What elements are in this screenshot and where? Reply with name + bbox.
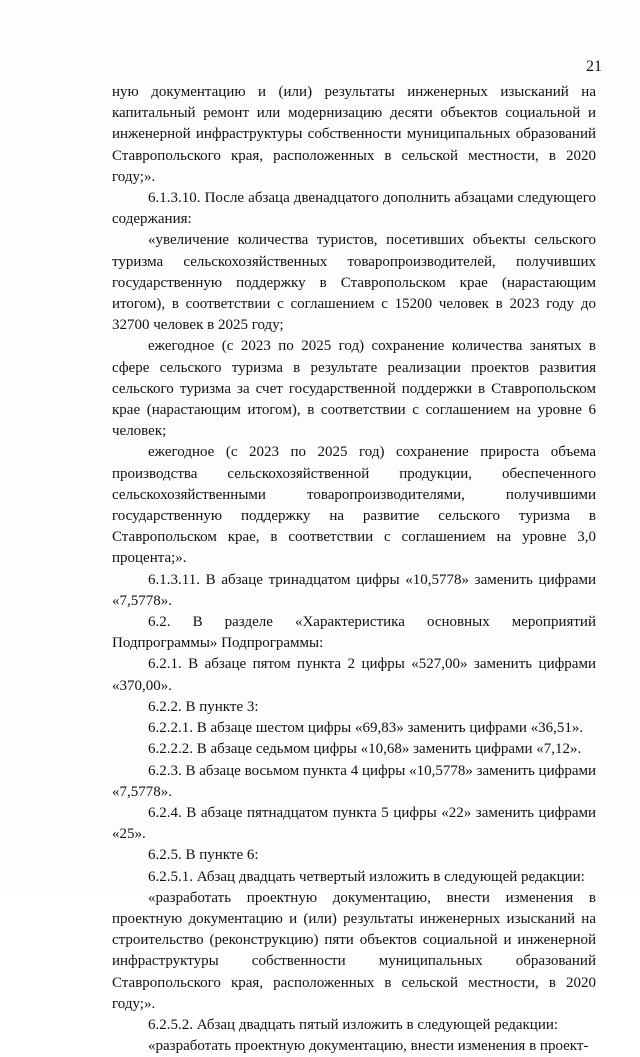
- paragraph-6-2-5-2: 6.2.5.2. Абзац двадцать пятый изложить в следующей редакции:: [148, 1016, 559, 1033]
- paragraph-6-2-5: 6.2.5. В пункте 6:: [148, 847, 259, 864]
- paragraph-production-growth: ежегодное (с 2023 по 2025 год) сохранение прироста объема производства сельскохозяйственной продукции, обеспеченного сельскохозяйственными товаропроизводителями, получившими государственную поддержку на развитие сельского туризма в Ставропольском крае, в соответствии с соглашением на уровне 3,0 процента;».: [112, 444, 596, 567]
- paragraph-6-2: 6.2. В разделе «Характеристика основных мероприятий Подпрограммы» Подпрограммы:: [112, 614, 596, 652]
- paragraph-6-2-2: 6.2.2. В пункте 3:: [148, 698, 259, 715]
- paragraph-quote-tourists: «увеличение количества туристов, посетивших объекты сельского туризма сельскохозяйственных товаропроизводителей, получивших государственную поддержку в Ставропольском крае (нарастающим итогом), в соответствии с соглашением с 15200 человек в 2023 году до 32700 человек в 2025 году;: [112, 232, 596, 334]
- paragraph-6-2-3: 6.2.3. В абзаце восьмом пункта 4 цифры «10,5778» заменить цифрами «7,5778».: [112, 762, 596, 800]
- paragraph-6-1-3-10: 6.1.3.10. После абзаца двенадцатого дополнить абзацами следующего содержания:: [112, 190, 596, 228]
- paragraph-6-2-2-1: 6.2.2.1. В абзаце шестом цифры «69,83» заменить цифрами «36,51».: [148, 720, 584, 737]
- paragraph-6-2-1: 6.2.1. В абзаце пятом пункта 2 цифры «527,00» заменить цифрами «370,00».: [112, 656, 596, 694]
- paragraph-employment: ежегодное (с 2023 по 2025 год) сохранение количества занятых в сфере сельского туризма в результате реализации проектов развития сельского туризма за счет государственной поддержки в Ставропольском крае (нарастающим итогом), в соответствии с соглашением на уровне 6 человек;: [112, 338, 596, 440]
- paragraph-6-2-2-2: 6.2.2.2. В абзаце седьмом цифры «10,68» заменить цифрами «7,12».: [148, 741, 582, 758]
- paragraph-quote-design-cont: «разработать проектную документацию, внести изменения в проект-: [148, 1038, 589, 1055]
- paragraph-6-1-3-11: 6.1.3.11. В абзаце тринадцатом цифры «10,5778» заменить цифрами «7,5778».: [112, 571, 596, 609]
- paragraph-6-2-4: 6.2.4. В абзаце пятнадцатом пункта 5 цифры «22» заменить цифрами «25».: [112, 804, 596, 843]
- document-body: [112, 82, 596, 1057]
- paragraph-continuation: ную документацию и (или) результаты инженерных изысканий на капитальный ремонт или модернизацию десяти объектов социальной и инженерной инфраструктуры собственности муниципальных образований Ставропольского края, расположенных в сельской местности, в 2020 году;».: [112, 84, 596, 185]
- paragraph-6-2-5-1: 6.2.5.1. Абзац двадцать четвертый изложить в следующей редакции:: [148, 868, 585, 885]
- paragraph-quote-design: «разработать проектную документацию, внести изменения в проектную документацию и (или) результаты инженерных изысканий на строительство (реконструкцию) пяти объектов социальной и инженерной инфраструктуры собственности муниципальных образований Ставропольского края, расположенных в сельской местности, в 2020 году;».: [112, 889, 596, 1012]
- page-number: 21: [586, 58, 602, 75]
